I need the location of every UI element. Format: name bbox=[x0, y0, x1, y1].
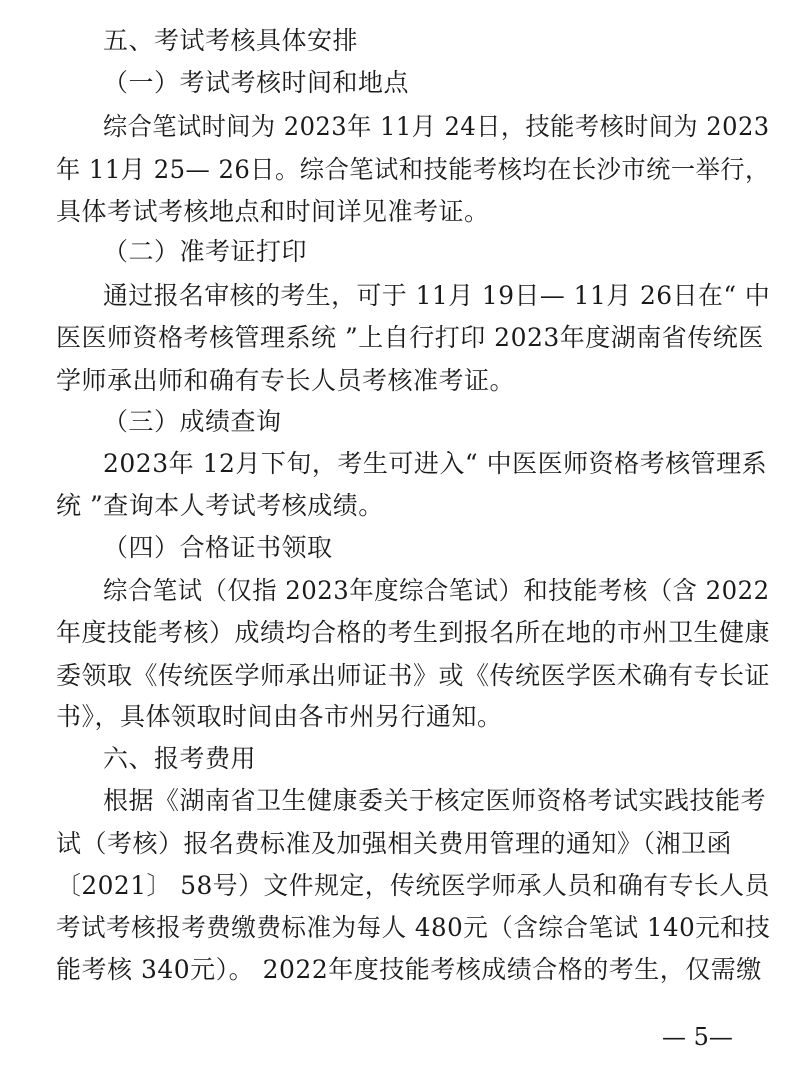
subsection-heading-admission-ticket: （二）准考证打印 bbox=[103, 237, 308, 266]
paragraph-line: 〔2021〕 58号）文件规定，传统医学师承人员和确有专长人员 bbox=[56, 871, 770, 900]
subsection-heading-certificate: （四）合格证书领取 bbox=[103, 533, 333, 562]
paragraph-line: 医医师资格考核管理系统 ”上自行打印 2023年度湖南省传统医 bbox=[56, 323, 764, 352]
paragraph-line: 考试考核报考费缴费标准为每人 480元（含综合笔试 140元和技 bbox=[56, 913, 771, 942]
subsection-heading-time-location: （一）考试考核时间和地点 bbox=[103, 68, 410, 97]
paragraph-line: 综合笔试（仅指 2023年度综合笔试）和技能考核（含 2022 bbox=[103, 576, 770, 605]
section-heading-fees: 六、报考费用 bbox=[103, 744, 257, 773]
paragraph-line: 具体考试考核地点和时间详见准考证。 bbox=[56, 197, 490, 226]
paragraph-line: 试（考核）报名费标准及加强相关费用管理的通知》（湘卫函 bbox=[56, 829, 733, 858]
paragraph-line: 能考核 340元）。 2022年度技能考核成绩合格的考生，仅需缴 bbox=[56, 955, 762, 984]
paragraph-line: 统 ”查询本人考试考核成绩。 bbox=[56, 491, 384, 520]
paragraph-line: 年度技能考核）成绩均合格的考生到报名所在地的市州卫生健康 bbox=[56, 618, 771, 647]
paragraph-line: 书》，具体领取时间由各市州另行通知。 bbox=[56, 702, 503, 731]
paragraph-line: 委领取《传统医学师承出师证书》或《传统医学医术确有专长证 bbox=[56, 661, 771, 690]
paragraph-line: 2023年 12月下旬，考生可进入“ 中医医师资格考核管理系 bbox=[103, 449, 768, 478]
paragraph-line: 年 11月 25— 26日。综合笔试和技能考核均在长沙市统一举行， bbox=[56, 155, 770, 184]
paragraph-line: 根据《湖南省卫生健康委关于核定医师资格考试实践技能考 bbox=[103, 786, 767, 815]
paragraph-line: 学师承出师和确有专长人员考核准考证。 bbox=[56, 366, 516, 395]
paragraph-line: 综合笔试时间为 2023年 11月 24日，技能考核时间为 2023 bbox=[103, 112, 770, 141]
subsection-heading-score-query: （三）成绩查询 bbox=[103, 407, 282, 436]
paragraph-line: 通过报名审核的考生，可于 11月 19日— 11月 26日在“ 中 bbox=[103, 281, 771, 310]
section-heading-exam-arrangement: 五、考试考核具体安排 bbox=[103, 26, 359, 55]
page-number: — 5— bbox=[662, 1023, 733, 1051]
